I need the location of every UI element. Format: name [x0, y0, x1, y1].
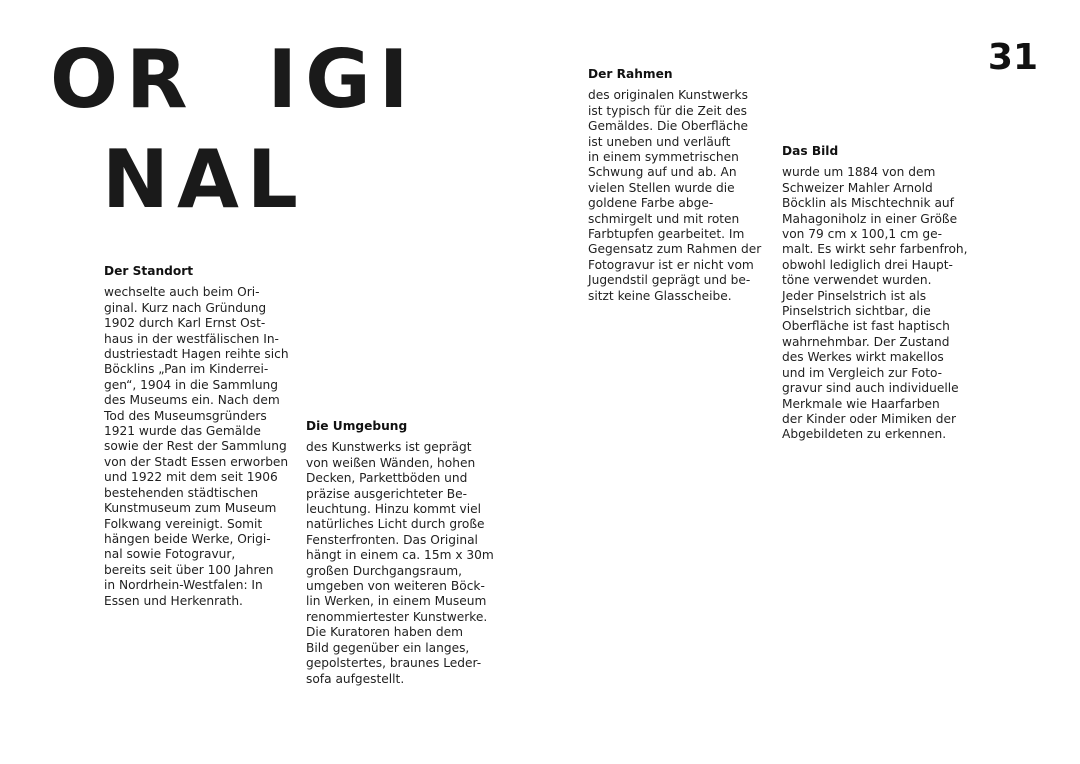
- text-line: und im Vergleich zur Foto-: [782, 365, 943, 380]
- section-body: [104, 285, 290, 609]
- page-title-line-2: NAL: [102, 133, 306, 226]
- text-line: sofa aufgestellt.: [306, 671, 405, 686]
- text-line: wechselte auch beim Ori-: [104, 285, 260, 300]
- text-line: Farbtupfen gearbeitet. Im: [588, 227, 745, 242]
- text-line: bestehenden städtischen: [104, 485, 259, 500]
- text-line: wahrnehmbar. Der Zustand: [782, 334, 950, 349]
- text-line: ginal. Kurz nach Gründung: [104, 300, 267, 315]
- text-line: umgeben von weiteren Böck-: [306, 579, 485, 594]
- text-line: Folkwang vereinigt. Somit: [104, 516, 263, 531]
- text-line: gravur sind auch individuelle: [782, 381, 959, 396]
- text-line: malt. Es wirkt sehr farbenfroh,: [782, 242, 968, 257]
- text-line: des originalen Kunstwerks: [588, 88, 748, 103]
- text-line: Fensterfronten. Das Original: [306, 532, 478, 547]
- text-line: Bild gegenüber ein langes,: [306, 640, 470, 655]
- text-line: 1902 durch Karl Ernst Ost-: [104, 316, 266, 331]
- text-line: ist uneben und verläuft: [588, 134, 731, 149]
- text-line: natürliches Licht durch große: [306, 517, 485, 532]
- text-line: bereits seit über 100 Jahren: [104, 562, 274, 577]
- text-line: lin Werken, in einem Museum: [306, 594, 487, 609]
- text-line: sitzt keine Glasscheibe.: [588, 288, 732, 303]
- page-number: 31: [987, 37, 1038, 78]
- section-heading: Der Rahmen: [588, 67, 673, 81]
- text-line: 1921 wurde das Gemälde: [104, 424, 261, 439]
- text-line: Gemäldes. Die Oberfläche: [588, 119, 749, 134]
- text-line: Merkmale wie Haarfarben: [782, 396, 940, 411]
- text-line: leuchtung. Hinzu kommt viel: [306, 502, 481, 517]
- text-line: renommiertester Kunstwerke.: [306, 609, 488, 624]
- text-line: präzise ausgerichteter Be-: [306, 486, 468, 501]
- text-line: haus in der westfälischen In-: [104, 331, 279, 346]
- text-line: obwohl lediglich drei Haupt-: [782, 257, 953, 272]
- text-line: sowie der Rest der Sammlung: [104, 439, 287, 454]
- section-bild: [782, 144, 968, 443]
- text-line: Decken, Parkettböden und: [306, 471, 468, 486]
- section-heading: Die Umgebung: [306, 419, 408, 433]
- text-line: des Werkes wirkt makellos: [782, 350, 944, 365]
- text-line: Kunstmuseum zum Museum: [104, 501, 277, 516]
- text-line: von weißen Wänden, hohen: [306, 455, 476, 470]
- text-line: Mahagoniholz in einer Größe: [782, 211, 958, 226]
- text-line: gepolstertes, braunes Leder-: [306, 656, 482, 671]
- text-line: Tod des Museumsgründers: [104, 408, 267, 423]
- text-line: von 79 cm x 100,1 cm ge-: [782, 227, 943, 242]
- section-umgebung: [306, 419, 492, 687]
- text-line: Jeder Pinselstrich ist als: [782, 288, 927, 303]
- text-line: Fotogravur ist er nicht vom: [588, 257, 754, 272]
- text-line: gen“, 1904 in die Sammlung: [104, 377, 279, 392]
- text-line: Böcklin als Mischtechnik auf: [782, 196, 954, 211]
- text-line: großen Durchgangsraum,: [306, 563, 462, 578]
- text-line: Die Kuratoren haben dem: [306, 625, 463, 640]
- text-line: Oberfläche ist fast haptisch: [782, 319, 950, 334]
- text-line: und 1922 mit dem seit 1906: [104, 470, 278, 485]
- text-line: vielen Stellen wurde die: [588, 180, 735, 195]
- text-line: hängen beide Werke, Origi-: [104, 531, 271, 546]
- text-line: des Kunstwerks ist geprägt: [306, 440, 472, 455]
- text-line: wurde um 1884 von dem: [782, 165, 936, 180]
- section-rahmen: [588, 67, 774, 304]
- text-line: schmirgelt und mit roten: [588, 211, 740, 226]
- text-line: goldene Farbe abge-: [588, 196, 714, 211]
- section-body: [588, 88, 774, 304]
- text-line: Essen und Herkenrath.: [104, 593, 243, 608]
- text-line: von der Stadt Essen erworben: [104, 454, 289, 469]
- text-line: Schwung auf und ab. An: [588, 165, 737, 180]
- text-line: in einem symmetrischen: [588, 150, 739, 165]
- section-standort: [104, 264, 290, 609]
- page-title-line-1: OR IGI: [50, 33, 417, 126]
- text-line: Jugendstil geprägt und be-: [588, 273, 751, 288]
- text-line: dustriestadt Hagen reihte sich: [104, 347, 289, 362]
- text-line: Abgebildeten zu erkennen.: [782, 427, 947, 442]
- text-line: ist typisch für die Zeit des: [588, 103, 748, 118]
- section-body: [306, 440, 492, 687]
- text-line: nal sowie Fotogravur,: [104, 547, 236, 562]
- text-line: Schweizer Mahler Arnold: [782, 180, 933, 195]
- text-line: in Nordrhein-Westfalen: In: [104, 578, 263, 593]
- section-heading: Das Bild: [782, 144, 839, 158]
- section-body: [782, 165, 968, 442]
- text-line: Pinselstrich sichtbar, die: [782, 304, 931, 319]
- text-line: des Museums ein. Nach dem: [104, 393, 280, 408]
- text-line: töne verwendet wurden.: [782, 273, 932, 288]
- text-line: Böcklins „Pan im Kinderrei-: [104, 362, 269, 377]
- text-line: hängt in einem ca. 15m x 30m: [306, 548, 494, 563]
- section-heading: Der Standort: [104, 264, 194, 278]
- text-line: der Kinder oder Mimiken der: [782, 411, 957, 426]
- text-line: Gegensatz zum Rahmen der: [588, 242, 762, 257]
